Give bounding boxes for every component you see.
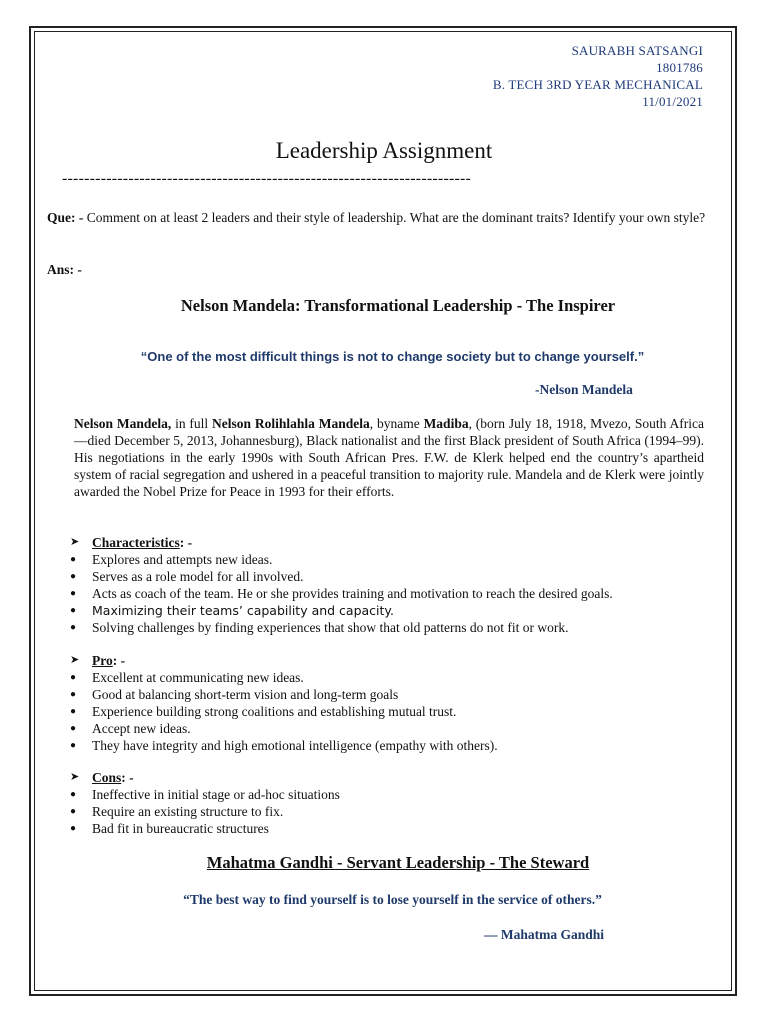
characteristics-heading [70, 534, 730, 551]
list-item [70, 551, 730, 568]
list-item-text: Experience building strong coalitions and establishing mutual trust. [92, 704, 457, 719]
author-header [493, 42, 703, 110]
question [47, 209, 717, 226]
bio-text-1: in full [171, 416, 213, 431]
arrow-bullet-icon: ➤ [70, 771, 80, 783]
list-item-text: Excellent at communicating new ideas. [92, 670, 304, 685]
list-item-text: Explores and attempts new ideas. [92, 552, 273, 567]
author-name: SAURABH SATSANGI [571, 43, 703, 58]
date: 11/01/2021 [642, 94, 703, 109]
leader2-quote: “The best way to find yourself is to lose yourself in the service of others.” [183, 892, 602, 907]
list-item-text: Bad fit in bureaucratic structures [92, 821, 269, 836]
pro-heading [70, 652, 730, 669]
leader1-bio [74, 415, 704, 500]
cons-suffix: : - [121, 770, 134, 785]
characteristics-label: Characteristics [92, 535, 180, 550]
leader1-heading: Nelson Mandela: Transformational Leadership - The Inspirer [180, 296, 616, 315]
characteristics-section [70, 534, 730, 636]
cons-heading [70, 769, 730, 786]
list-item [70, 602, 730, 619]
bio-text-2: , byname [369, 416, 424, 431]
list-item [70, 619, 730, 636]
cons-section [70, 769, 730, 837]
bullet-icon: ● [70, 622, 77, 633]
list-item-text: Acts as coach of the team. He or she provides training and motivation to reach the desired goals. [92, 586, 613, 601]
list-item [70, 786, 730, 803]
cons-label: Cons [92, 770, 122, 785]
list-item [70, 803, 730, 820]
pro-label: Pro [92, 653, 113, 668]
list-item-text: Maximizing their teams’ capability and capacity. [92, 603, 395, 618]
list-item-text: They have integrity and high emotional intelligence (empathy with others). [92, 738, 498, 753]
leader2-attribution: — Mahatma Gandhi [484, 927, 605, 942]
list-item [70, 585, 730, 602]
leader1-attribution: -Nelson Mandela [535, 382, 633, 397]
bio-text-3: , (born July 18, 1918, Mvezo, South Africa—died December 5, 2013, Johannesburg), Black nationalist and the first Black president of South Africa (1994–99). His negotiations in the early 1990s with South African Pres. F.W. de Klerk helped end the country’s apartheid system of racial segregation and ushered in a peaceful transition to majority rule. Mandela and de Klerk were jointly awarded the Nobel Prize for Peace in 1993 for their efforts. [74, 416, 704, 499]
bio-name: Nelson Mandela, [74, 416, 172, 431]
bio-byname: Madiba [423, 416, 469, 431]
question-label: Que: - [47, 210, 84, 225]
list-item [70, 737, 730, 754]
bullet-icon: ● [70, 672, 77, 683]
bullet-icon: ● [70, 789, 77, 800]
list-item [70, 568, 730, 585]
bio-full-name: Nelson Rolihlahla Mandela [212, 416, 370, 431]
bullet-icon: ● [70, 806, 77, 817]
list-item-text: Solving challenges by finding experiences that show that old patterns do not fit or work. [92, 620, 569, 635]
list-item-text: Require an existing structure to fix. [92, 804, 284, 819]
bullet-icon: ● [70, 571, 77, 582]
answer-label: Ans: - [47, 262, 82, 277]
title-divider: -------------------------------------------------------------------------- [62, 170, 472, 187]
leader2-heading-text: Mahatma Gandhi - Servant Leadership - The Steward [206, 853, 590, 872]
bullet-icon: ● [70, 723, 77, 734]
pro-suffix: : - [112, 653, 126, 668]
list-item-text: Ineffective in initial stage or ad-hoc situations [92, 787, 340, 802]
bullet-icon: ● [70, 554, 77, 565]
course: B. TECH 3RD YEAR MECHANICAL [492, 77, 703, 92]
bullet-icon: ● [70, 689, 77, 700]
arrow-bullet-icon: ➤ [70, 654, 80, 666]
list-item-text: Accept new ideas. [92, 721, 191, 736]
leader2-heading [0, 853, 768, 873]
bullet-icon: ● [70, 823, 77, 834]
bullet-icon: ● [70, 605, 77, 616]
pro-section [70, 652, 730, 754]
list-item [70, 720, 730, 737]
characteristics-suffix: : - [179, 535, 193, 550]
document-title: Leadership Assignment [275, 138, 493, 163]
bullet-icon: ● [70, 706, 77, 717]
list-item-text: Serves as a role model for all involved. [92, 569, 304, 584]
list-item-text: Good at balancing short-term vision and long-term goals [92, 687, 399, 702]
bullet-icon: ● [70, 740, 77, 751]
bullet-icon: ● [70, 588, 77, 599]
question-text: Comment on at least 2 leaders and their style of leadership. What are the dominant traits? Identify your own style? [83, 210, 706, 225]
roll-number: 1801786 [656, 60, 703, 75]
list-item [70, 686, 730, 703]
leader1-quote: “One of the most difficult things is not to change society but to change yourself.” [140, 349, 645, 364]
arrow-bullet-icon: ➤ [70, 536, 80, 548]
list-item [70, 703, 730, 720]
list-item [70, 820, 730, 837]
list-item [70, 669, 730, 686]
